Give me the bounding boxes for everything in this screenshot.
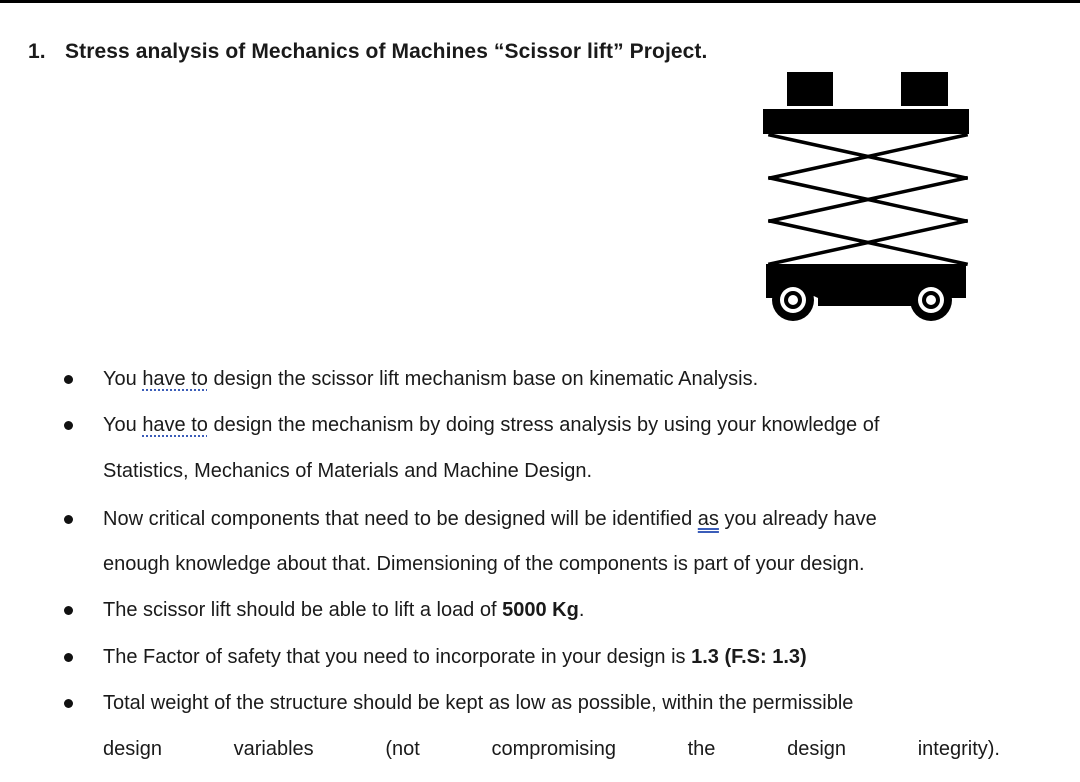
heading-text: Stress analysis of Mechanics of Machines “Scissor lift” Project. [65,40,708,63]
bullet-text: You have to design the scissor lift mechanism base on kinematic Analysis. [103,368,759,390]
bullet-text-line2: design variables (not compromising the design integrity). [103,738,1000,760]
bullet-text: Now critical components that need to be designed will be identified as you already have [103,508,877,530]
bullet-icon [64,653,73,662]
scissor-lift-icon [760,72,972,328]
bullet-text: The scissor lift should be able to lift a load of 5000 Kg. [103,599,585,621]
bullet-icon [64,699,73,708]
bullet-icon [64,375,73,384]
bullet-text-line2: Statistics, Mechanics of Materials and Machine Design. [103,460,593,482]
section-heading [28,40,707,64]
top-border [0,0,1080,3]
bullet-icon [64,421,73,430]
bullet-text-line2: enough knowledge about that. Dimensioning of the components is part of your design. [103,553,865,575]
bullet-text: The Factor of safety that you need to incorporate in your design is 1.3 (F.S: 1.3) [103,646,807,668]
heading-number: 1. [28,40,46,63]
bullet-icon [64,515,73,524]
bullet-text: Total weight of the structure should be kept as low as possible, within the permissible [103,692,854,714]
bullet-icon [64,606,73,615]
bullet-text: You have to design the mechanism by doing stress analysis by using your knowledge of [103,414,880,436]
